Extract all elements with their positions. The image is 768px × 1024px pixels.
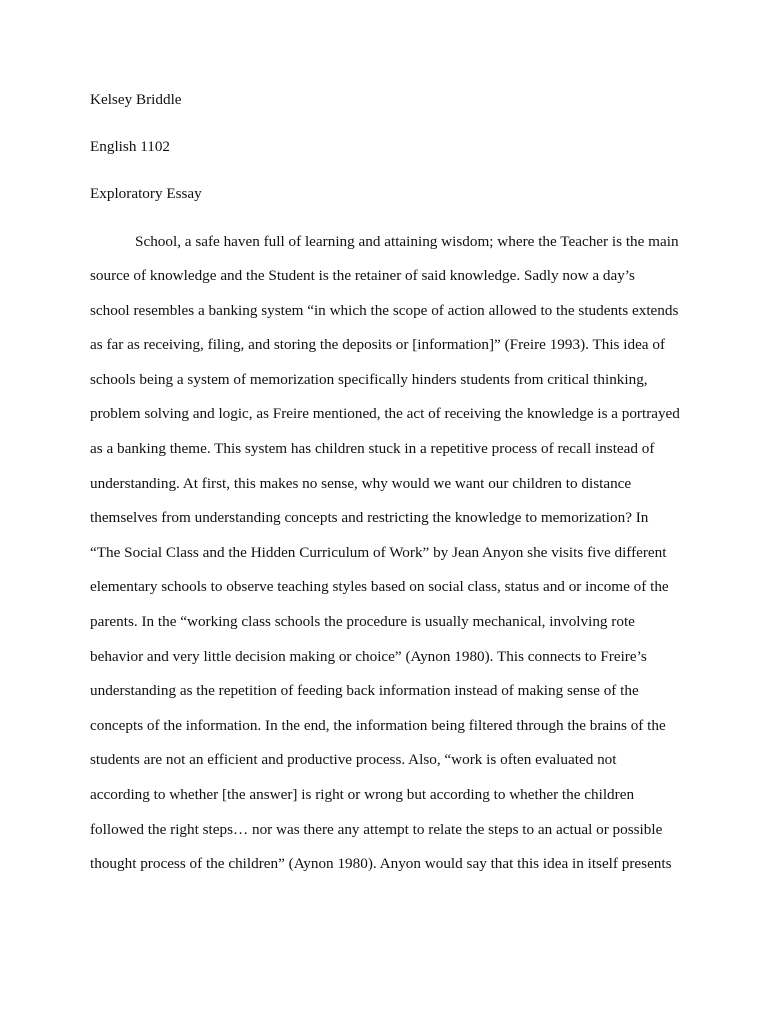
paragraph-line: “The Social Class and the Hidden Curriculum of Work” by Jean Anyon she visits five different xyxy=(90,544,667,561)
paragraph-line: themselves from understanding concepts and restricting the knowledge to memorization? In xyxy=(90,509,649,526)
paragraph-line: concepts of the information. In the end, the information being filtered through the brains of the xyxy=(90,717,666,734)
paragraph-line: elementary schools to observe teaching styles based on social class, status and or income of the xyxy=(90,578,669,595)
paragraph-line: as far as receiving, filing, and storing the deposits or [information]” (Freire 1993). This idea of xyxy=(90,336,665,353)
paragraph-line: according to whether [the answer] is right or wrong but according to whether the children xyxy=(90,786,635,803)
paragraph-line: understanding as the repetition of feeding back information instead of making sense of the xyxy=(90,682,639,699)
paragraph-line: thought process of the children” (Aynon 1980). Anyon would say that this idea in itself presents xyxy=(90,855,672,872)
assignment-title: Exploratory Essay xyxy=(90,185,202,202)
paragraph-line: parents. In the “working class schools the procedure is usually mechanical, involving rote xyxy=(90,613,635,630)
paragraph-line: School, a safe haven full of learning and attaining wisdom; where the Teacher is the main xyxy=(135,233,679,250)
paragraph-line: schools being a system of memorization specifically hinders students from critical thinking, xyxy=(90,371,648,388)
paragraph-line: behavior and very little decision making or choice” (Aynon 1980). This connects to Freire’s xyxy=(90,648,647,665)
paragraph-line: followed the right steps… nor was there any attempt to relate the steps to an actual or possible xyxy=(90,821,663,838)
paragraph-line: source of knowledge and the Student is the retainer of said knowledge. Sadly now a day’s xyxy=(90,267,635,284)
paragraph-line: students are not an efficient and productive process. Also, “work is often evaluated not xyxy=(90,751,617,768)
course-name: English 1102 xyxy=(90,138,171,155)
paragraph-line: school resembles a banking system “in which the scope of action allowed to the students extends xyxy=(90,302,679,319)
paragraph-line: problem solving and logic, as Freire mentioned, the act of receiving the knowledge is a portrayed xyxy=(90,405,680,422)
paragraph-line: as a banking theme. This system has children stuck in a repetitive process of recall instead of xyxy=(90,440,655,457)
paragraph-line: understanding. At first, this makes no sense, why would we want our children to distance xyxy=(90,475,632,492)
author-name: Kelsey Briddle xyxy=(90,91,182,108)
